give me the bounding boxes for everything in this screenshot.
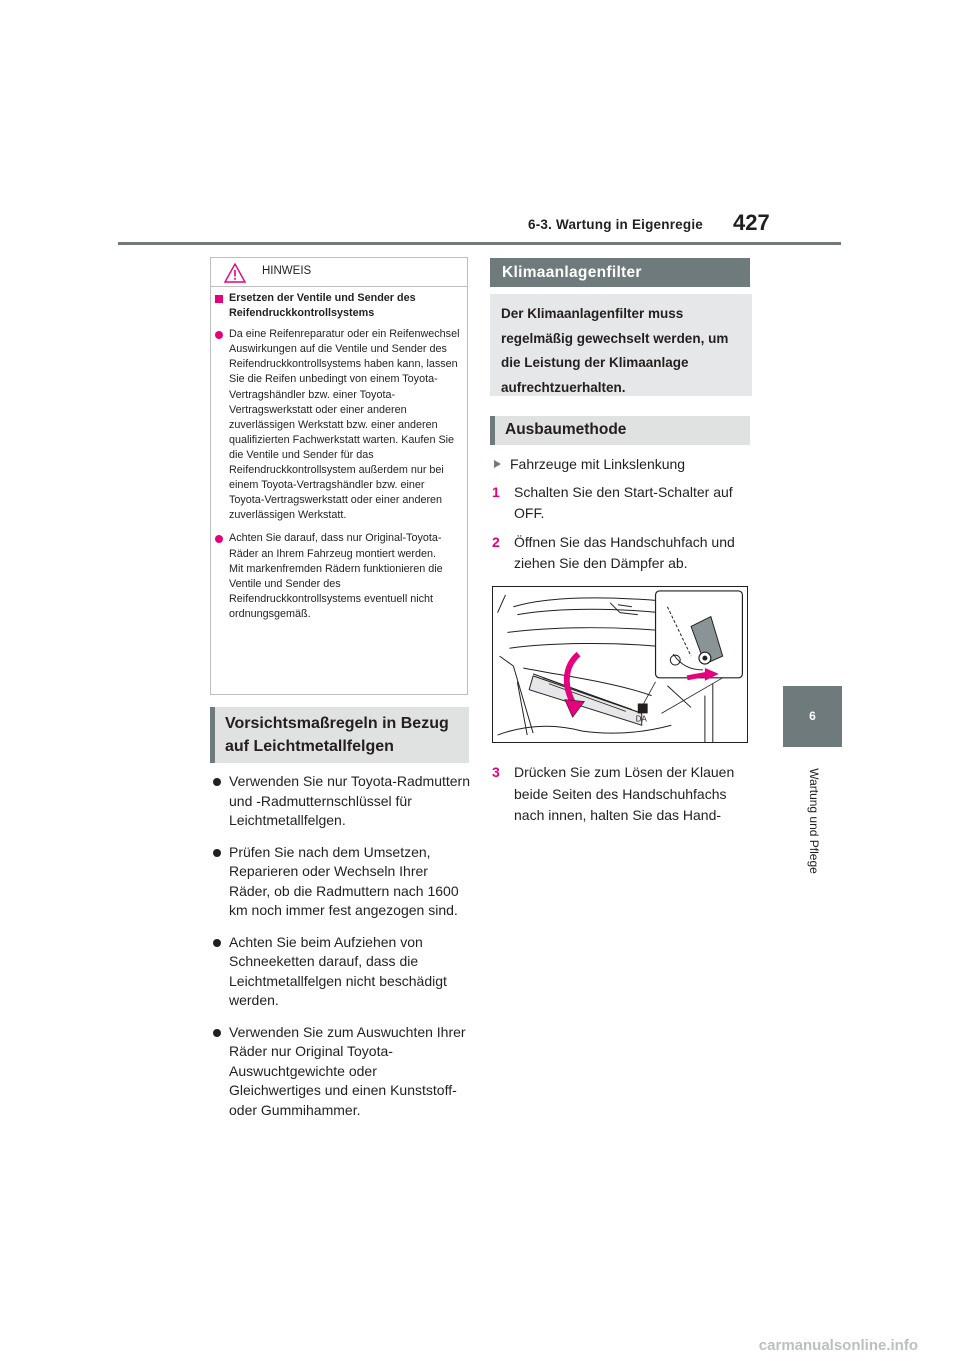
removal-steps: [492, 454, 752, 582]
removal-method-heading: Ausbaumethode: [490, 416, 750, 445]
figure-label: DA: [635, 714, 647, 724]
vehicle-variant: Fahrzeuge mit Linkslenkung: [492, 454, 752, 476]
chapter-tab[interactable]: 6: [783, 686, 842, 747]
glovebox-illustration: [492, 586, 748, 743]
list-item: Prüfen Sie nach dem Umsetzen, Reparieren oder Wechseln Ihrer Räder, ob die Radmuttern nach 1600 km noch immer fest angezogen sind.: [212, 843, 470, 921]
removal-steps-continued: [492, 762, 752, 834]
alloy-wheel-bullet-list: [212, 772, 470, 1132]
warning-triangle-icon: [224, 263, 246, 283]
air-filter-heading: Klimaanlagenfilter: [490, 258, 750, 287]
step-number: 3: [492, 764, 500, 780]
step-text: Öffnen Sie das Handschuhfach und ziehen Sie den Dämpfer ab.: [514, 533, 735, 571]
air-filter-intro: Der Klimaanlagenfilter muss regelmäßig gewechselt werden, um die Leistung der Klimaanlage aufrechtzuerhalten.: [490, 294, 752, 396]
list-item: Verwenden Sie zum Auswuchten Ihrer Räder nur Original Toyota-Auswuchtgewichte oder Gleichwertiges und einen Kunststoff- oder Gummihammer.: [212, 1023, 470, 1121]
alloy-wheel-precautions-heading: Vorsichtsmaßregeln in Bezug auf Leichtmetallfelgen: [210, 707, 469, 763]
notice-item: Da eine Reifenreparatur oder ein Reifenwechsel Auswirkungen auf die Ventile und Sender des Reifendruckkontrollsystems haben kann, lassen Sie die Reifen unbedingt von einem Toyota-Vertragshändler bzw. einer Toyota-Vertragswerkstatt oder einer anderen zuverlässigen Werkstatt bzw. einer anderen qualifizierten Fachwerkstatt warten. Kaufen Sie die Ventile und Sender für das Reifendruckkontrollsystem außerdem nur bei einem Toyota-Vertragshändler bzw. einer Toyota-Vertragswerkstatt oder einer anderen zuverlässigen Werkstatt.: [214, 327, 462, 523]
step-text: Schalten Sie den Start-Schalter auf OFF.: [514, 483, 733, 521]
list-item: Achten Sie beim Aufziehen von Schneeketten darauf, dass die Leichtmetallfelgen nicht beschädigt werden.: [212, 933, 470, 1011]
step-number: 2: [492, 533, 500, 550]
notice-item: Achten Sie darauf, dass nur Original-Toyota-Räder an Ihrem Fahrzeug montiert werden. Mit markenfremden Rädern funktionieren die Ventile und Sender des Reifendruckkontrollsystems eventuell nicht ordnungsgemäß.: [214, 531, 462, 622]
footer-watermark: carmanualsonline.info: [758, 1337, 918, 1354]
header-rule: [118, 242, 841, 245]
chapter-title-vertical: Wartung und Pflege: [807, 768, 821, 874]
step-2: [492, 532, 752, 575]
notice-body: [214, 291, 462, 630]
notice-label: HINWEIS: [262, 265, 312, 277]
step-text: Drücken Sie zum Lösen der Klauen beide Seiten des Handschuhfachs nach innen, halten Sie das Hand-: [514, 764, 735, 823]
section-title: 6-3. Wartung in Eigenregie: [528, 217, 703, 232]
notice-header: [210, 257, 468, 287]
notice-heading: Ersetzen der Ventile und Sender des Reifendruckkontrollsystems: [214, 291, 462, 321]
step-number: 1: [492, 483, 500, 500]
step-3: [492, 762, 752, 827]
list-item: Verwenden Sie nur Toyota-Radmuttern und -Radmutternschlüssel für Leichtmetallfelgen.: [212, 772, 470, 831]
page-number: 427: [733, 210, 770, 235]
step-1: [492, 482, 752, 525]
